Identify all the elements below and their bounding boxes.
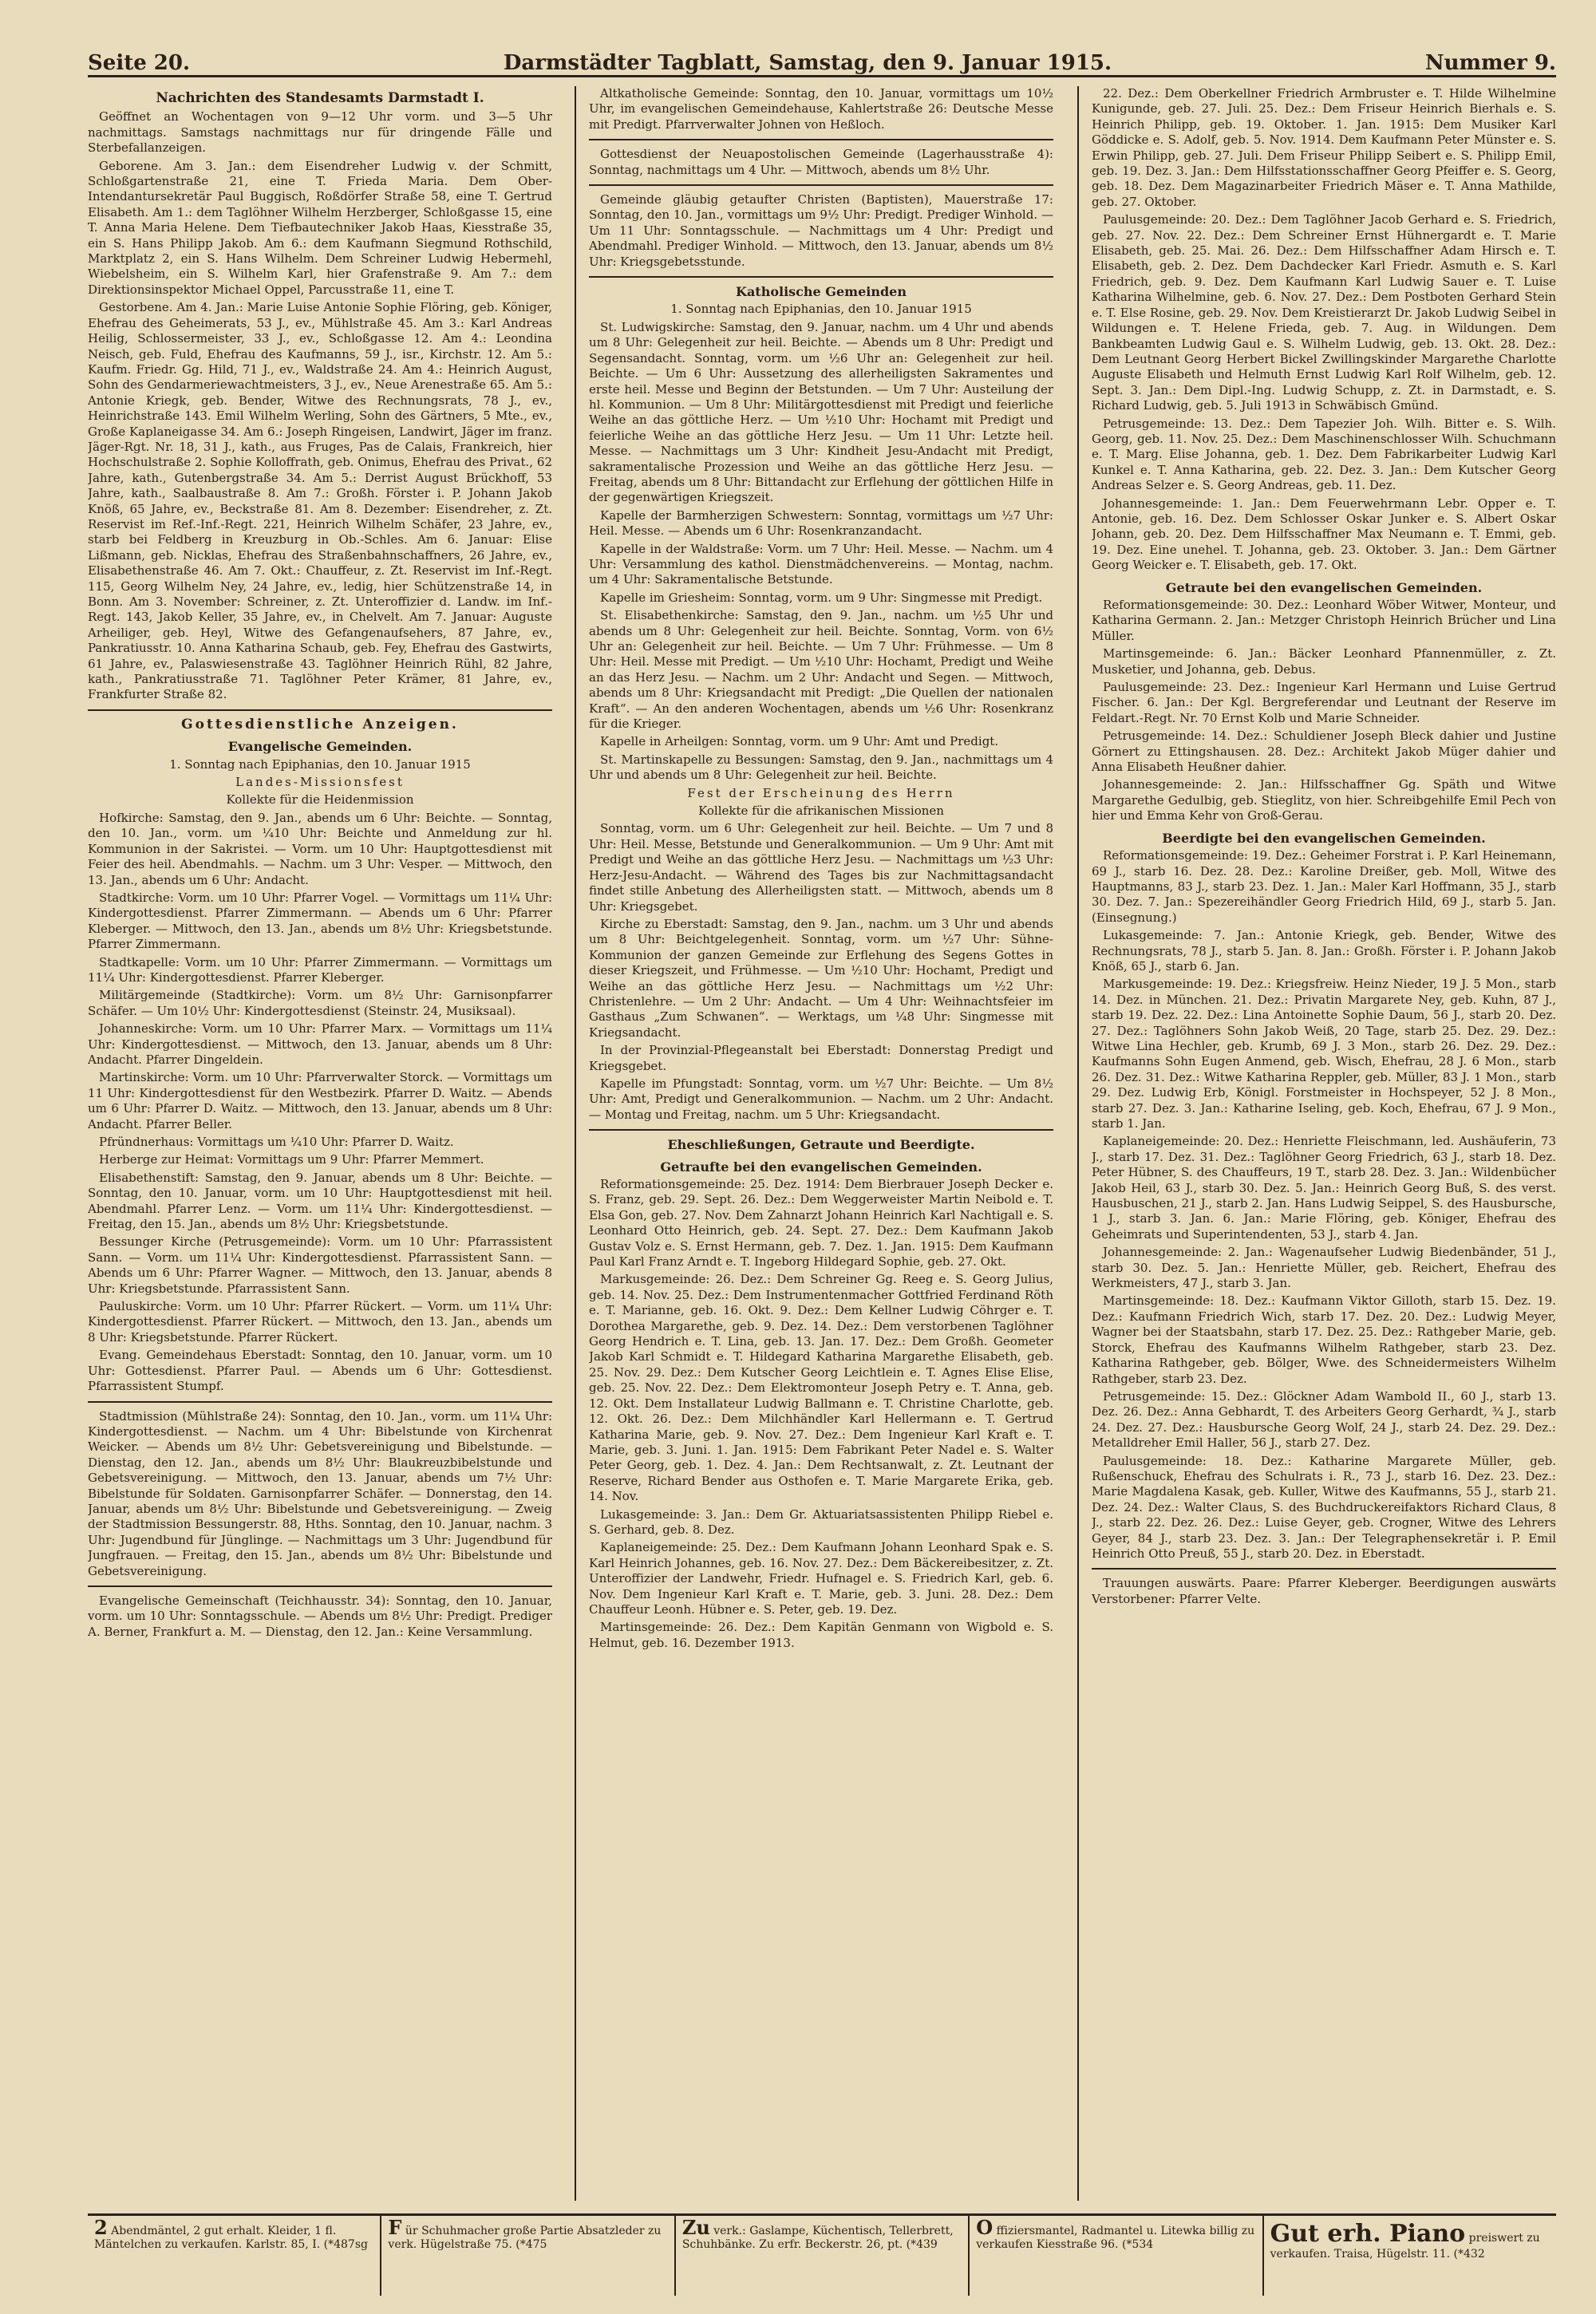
paragraph: Hofkirche: Samstag, den 9. Jan., abends um 6 Uhr: Beichte. — Sonntag, den 10. Jan., vorm. um ¼10 Uhr: Beichte und Anmeldung zur hl. Kommunion in der Sakristei. — Vorm. um 10 Uhr: Hauptgottesdienst mit Feier des heil. Abendmahls. — Nachm. um 3 Uhr: Vesper. — Mittwoch, den 13. Jan., abends um 6 Uhr: Andacht. <box>88 810 552 887</box>
fest-line: Fest der Erscheinung des Herrn <box>687 785 955 800</box>
ad-text: ffiziersmantel, Radmantel u. Litewka billig zu verkaufen Kiesstraße 96. (*534 <box>976 2225 1255 2251</box>
ad-initial: O <box>976 2216 994 2239</box>
paragraph: Johannesgemeinde: 1. Jan.: Dem Feuerwehrmann Lebr. Opper e. T. Antonie, geb. 16. Dez. Dem Schlosser Oskar Junker e. S. Albert Oskar Johann, geb. 20. Dez. Dem Hilfsschaffner Max Neumann e. T. Emmi, geb. 19. Dez. Eine unehel. T. Johanna, geb. 23. Oktober. 3. Jan.: Dem Gärtner Georg Weicker e. T. Elisabeth, geb. 17. Okt. <box>1092 496 1556 573</box>
paragraph: Reformationsgemeinde: 25. Dez. 1914: Dem Bierbrauer Joseph Decker e. S. Franz, geb. 29. Sept. 26. Dez.: Dem Weggerweister Martin Neibold e. T. Elsa Gon, geb. 27. Nov. Dem Zahnarzt Johann Heinrich Karl Nachtigall e. S. Leonhard Otto Heinrich, geb. 24. Sept. 27. Dez.: Dem Kaufmann Jakob Gustav Volz e. S. Ernst Hermann, geb. 7. Dez. 1. Jan. 1915: Dem Kaufmann Paul Karl Franz Arndt e. T. Ingeborg Hildegard Sophie, geb. 27. Okt. <box>589 1177 1053 1270</box>
kollekte-line: Kollekte für die afrikanischen Missionen <box>698 804 944 819</box>
paragraph: Petrusgemeinde: 15. Dez.: Glöckner Adam Wambold II., 60 J., starb 13. Dez. 26. Dez.: Anna Gebhardt, T. des Arbeiters Georg Gerhardt, ¾ J., starb 24. Dez. 27. Dez.: Hausbursche Georg Wolf, 24 J., starb 24. Dez. 29. Dez.: Metalldreher Emil Haller, 56 J., starb 27. Dez. <box>1092 1388 1556 1451</box>
paragraph: Kaplaneigemeinde: 20. Dez.: Henriette Fleischmann, led. Aushäuferin, 73 J., starb 17. Dez. 31. Dez.: Taglöhner Georg Friedrich, 63 J., starb 18. Dez. Peter Hübner, S. des Chauffeurs, 19 T., starb 28. Dez. 3. Jan.: Wildenbücher Jakob Heil, 63 J., starb 30. Dez. 5. Jan.: Heinrich Georg Buß, S. des verst. Hausbuschen, 21 J., starb 2. Jan. Hans Ludwig Seippel, S. des Hausbursche, 1 J., starb 3. Jan. 6. Jan.: Marie Flöring, geb. Königer, Ehefrau des Geheimrats und Superintendenten, 53 J., starb 4. Jan. <box>1092 1134 1556 1242</box>
paragraph: Reformationsgemeinde: 30. Dez.: Leonhard Wöber Witwer, Monteur, und Katharina Germann. 2. Jan.: Metzger Christoph Heinrich Brücher und Lina Müller. <box>1092 598 1556 643</box>
paragraph: Petrusgemeinde: 13. Dez.: Dem Tapezier Joh. Wilh. Bitter e. S. Wilh. Georg, geb. 11. Nov. 25. Dez.: Dem Maschinenschlosser Wilh. Schuchmann e. T. Marg. Elise Johanna, geb. 1. Dez. Dem Fabrikarbeiter Ludwig Karl Kunkel e. T. Anna Katharina, geb. 22. Dez. 3. Jan.: Dem Kutscher Georg Andreas Selzer e. S. Georg Andreas, geb. 11. Dez. <box>1092 416 1556 493</box>
paragraph: Johannesgemeinde: 2. Jan.: Wagenaufseher Ludwig Biedenbänder, 51 J., starb 30. Dez. 5. Jan.: Henriette Müller, geb. Reichert, Ehefrau des Werkmeisters, 47 J., starb 3. Jan. <box>1092 1245 1556 1291</box>
paragraph: Pauluskirche: Vorm. um 10 Uhr: Pfarrer Rückert. — Vorm. um 11¼ Uhr: Kindergottesdienst. Pfarrer Rückert. — Mittwoch, den 13. Jan., abends um 8 Uhr: Kriegsbetstunde. Pfarrer Rückert. <box>88 1299 552 1345</box>
column-rule <box>575 86 576 2201</box>
ad-initial: Gut erh. Piano <box>1270 2220 1466 2248</box>
subsection-title: Getraute bei den evangelischen Gemeinden. <box>1165 579 1483 595</box>
page-header <box>88 43 1556 77</box>
divider <box>589 276 1053 278</box>
classified-ad <box>88 2216 381 2296</box>
paragraph: Martinsgemeinde: 18. Dez.: Kaufmann Viktor Gilloth, starb 15. Dez. 19. Dez.: Kaufmann Friedrich Wich, starb 17. Dez. 20. Dez.: Ludwig Meyer, Wagner bei der Staatsbahn, starb 17. Dez. 25. Dez.: Rathgeber Marie, geb. Storck, Ehefrau des Kaufmanns Wilhelm Rathgeber, starb 23. Dez. Katharina Rathgeber, geb. Bölger, Wwe. des Schneidermeisters Wilhelm Rathgeber, starb 23. Dez. <box>1092 1293 1556 1386</box>
kollekte-line: Kollekte für die Heidenmission <box>226 792 414 808</box>
paragraph: Militärgemeinde (Stadtkirche): Vorm. um 8½ Uhr: Garnisonpfarrer Schäfer. — Um 10½ Uhr: Kindergottesdienst (Steinstr. 24, Musiksaal). <box>88 988 552 1018</box>
paragraph: Sonntag, vorm. um 6 Uhr: Gelegenheit zur heil. Beichte. — Um 7 und 8 Uhr: Heil. Messe, Betstunde und Generalkommunion. — Um 9 Uhr: Amt mit Predigt und Weihe an das göttliche Herz Jesu. — Nachmittags um ½3 Uhr: Herz-Jesu-Andacht. — Während des Tages bis zur Nachmittagsandacht findet stille Anbetung des Allerheiligsten statt. — Mittwoch, abends um 8 Uhr: Kriegsgebet. <box>589 821 1053 914</box>
divider <box>589 139 1053 140</box>
columns <box>88 86 1556 2201</box>
paragraph: Paulusgemeinde: 18. Dez.: Katharine Margarete Müller, geb. Rußenschuck, Ehefrau des Schulrats i. R., 73 J., starb 16. Dez. 23. Dez.: Marie Magdalena Kasak, geb. Kuller, Witwe des Kaufmanns, 55 J., starb 21. Dez. 24. Dez.: Walter Claus, S. des Buchdruckereifaktors Richard Claus, 8 J., starb 22. Dez. 26. Dez.: Luise Geyer, geb. Crogner, Witwe des Lehrers Geyer, 84 J., starb 23. Dez. 3. Jan.: Der Telegraphensekretär i. P. Emil Heinrich Otto Preuß, 55 J., starb 20. Dez. in Eberstadt. <box>1092 1453 1556 1561</box>
divider <box>589 184 1053 186</box>
paragraph: Paulusgemeinde: 23. Dez.: Ingenieur Karl Hermann und Luise Gertrud Fischer. 6. Jan.: Der Kgl. Bergreferendar und Leutnant der Reserve im Feldart.-Regt. Nr. 70 Ernst Kolb und Marie Schneider. <box>1092 680 1556 725</box>
classified-ads <box>88 2213 1556 2296</box>
paragraph: Johannesgemeinde: 2. Jan.: Hilfsschaffner Gg. Späth und Witwe Margarethe Gedulbig, geb. Stieglitz, von hier. Schreibgehilfe Emil Pech von hier und Emma Kehr von Groß-Gerau. <box>1092 777 1556 823</box>
paragraph: Kapelle im Pfungstadt: Sonntag, vorm. um ½7 Uhr: Beichte. — Um 8½ Uhr: Amt, Predigt und Generalkommunion. — Nachm. um 2 Uhr: Andacht. — Montag und Freitag, nachm. um 5 Uhr: Kriegsandacht. <box>589 1076 1053 1122</box>
paragraph: Gestorbene. Am 4. Jan.: Marie Luise Antonie Sophie Flöring, geb. Königer, Ehefrau des Geheimerats, 53 J., ev., Mühlstraße 45. Am 3.: Karl Andreas Heilig, Schlossermeister, 33 J., ev., Schloßgasse 12. Am 4.: Leondina Neisch, geb. Fuld, Ehefrau des Kaufmanns, 59 J., isr., Kirchstr. 12. Am 5.: Kaufm. Friedr. Gg. Hild, 71 J., ev., Waldstraße 24. Am 4.: Heinrich August, Sohn des Gendarmeriewachtmeisters, 3 J., ev., Neue Arenestraße 65. Am 5.: Antonie Kriegk, geb. Bender, Witwe des Rechnungsrats, 78 J., ev., Heinrichstraße 143. Emil Wilhelm Werling, Sohn des Gärtners, 5 Mte., ev., Große Kaplaneigasse 34. Am 6.: Joseph Ringeisen, Landwirt, Jäger im franz. Jäger-Rgt. Nr. 18, 31 J., kath., aus Fruges, Pas de Calais, Frankreich, hier Hochschulstraße 2. Sophie Kolloffrath, geb. Onimus, Ehefrau des Privat., 62 Jahre, kath., Gutenbergstraße 34. Am 5.: Derrist August Brückhoff, 53 Jahre, kath., Saalbaustraße 8. Am 7.: Großh. Förster i. P. Johann Jakob Knöß, 65 Jahre, ev., Beckstraße 81. Am 8. Dezember: Eisendreher, z. Zt. Reservist im Ref.-Inf.-Regt. 221, Heinrich Wilhelm Schäfer, 23 Jahre, ev., starb bei Feldberg in Kreuzburg in Ob.-Schles. Am 6. Januar: Elise Lißmann, geb. Nicklas, Ehefrau des Straßenbahnschaffners, 26 Jahre, ev., Elisabethenstraße 46. Am 7. Okt.: Chauffeur, z. Zt. Reservist im Inf.-Regt. 115, Georg Wilhelm Ney, 24 Jahre, ev., ledig, hier Schützenstraße 14, in Bonn. Am 3. November: Schreiner, z. Zt. Unteroffizier d. Landw. im Inf.-Regt. 143, Jakob Keller, 35 Jahre, ev., in Chelvelt. Am 7. Januar: Auguste Arheiliger, geb. Heyl, Witwe des Gefangenaufsehers, 87 Jahre, ev., Pankratiusstr. 10. Anna Katharina Schaub, geb. Fey, Ehefrau des Gastwirts, 61 Jahre, ev., Palaswiesenstraße 43. Taglöhner Heinrich Rühl, 82 Jahre, kath., Pankratiusstraße 71. Taglöhner Peter Krämer, 81 Jahre, ev., Frankfurter Straße 82. <box>88 300 552 702</box>
paragraph: Markusgemeinde: 19. Dez.: Kriegsfreiw. Heinz Nieder, 19 J. 5 Mon., starb 14. Dez. in München. 21. Dez.: Privatin Margarete Ney, geb. Kuhn, 87 J., starb 19. Dez. 22. Dez.: Lina Antoinette Sophie Daum, 56 J., starb 20. Dez. 27. Dez.: Taglöhners Sohn Jakob Weiß, 20 Tage, starb 25. Dez. 29. Dez.: Witwe Lina Hechler, geb. Krumb, 69 J. 3 Mon., starb 26. Dez. 29. Dez.: Kaufmanns Sohn Eugen Anmend, geb. Wisch, Ehefrau, 28 J. 6 Mon., starb 26. Dez. 31. Dez.: Witwe Katharina Reppler, geb. Müller, 83 J. 1 Mon., starb 29. Dez. Ludwig Erb, Königl. Forstmeister in Hochspeyer, 52 J. 8 Mon., starb 27. Dez. 3. Jan.: Katharine Iseling, geb. Koch, Ehefrau, 67 J. 9 Mon., starb 1. Jan. <box>1092 977 1556 1131</box>
paragraph: Markusgemeinde: 26. Dez.: Dem Schreiner Gg. Reeg e. S. Georg Julius, geb. 14. Nov. 25. Dez.: Dem Instrumentenmacher Gottfried Ferdinand Röth e. T. Marianne, geb. 16. Okt. 9. Dez.: Dem Kellner Ludwig Cöhrger e. T. Dorothea Margarethe, geb. 9. Dez. 14. Dez.: Dem verstorbenen Taglöhner Georg Hendrich e. T. Lina, geb. 13. Jan. 17. Dez.: Dem Großh. Geometer Jakob Karl Schmidt e. T. Hildegard Katharina Margarethe Elisabeth, geb. 25. Nov. 29. Dez.: Dem Kutscher Georg Leichtlein e. T. Agnes Elise Elise, geb. 25. Nov. 22. Dez.: Dem Elektromonteur Joseph Petry e. T. Anna, geb. 12. Okt. Dem Installateur Ludwig Ballmann e. T. Christine Charlotte, geb. 12. Okt. 26. Dez.: Dem Milchhändler Karl Hellermann e. T. Gertrud Katharina Marie, geb. 9. Nov. 27. Dez.: Dem Ingenieur Karl Kraft e. T. Marie, geb. 3. Juni. 1. Jan. 1915: Dem Fabrikant Peter Nadel e. S. Walter Peter Georg, geb. 1. Dez. 4. Jan.: Dem Rechtsanwalt, z. Zt. Leutnant der Reserve, Richard Bender aus Osthofen e. T. Marie Margarete Erika, geb. 14. Nov. <box>589 1272 1053 1504</box>
ad-initial: 2 <box>94 2216 108 2239</box>
paragraph: Lukasgemeinde: 7. Jan.: Antonie Kriegk, geb. Bender, Witwe des Rechnungsrats, 78 J., starb 5. Jan. 8. Jan.: Großh. Förster i. P. Johann Jakob Knöß, 65 J., starb 6. Jan. <box>1092 928 1556 973</box>
paragraph: Altkatholische Gemeinde: Sonntag, den 10. Januar, vormittags um 10½ Uhr, im evangelischen Gemeindehause, Kahlertstraße 26: Deutsche Messe mit Predigt. Pfarrverwalter Johnen von Heßloch. <box>589 86 1053 132</box>
column-3 <box>1092 86 1556 2201</box>
paragraph: Stadtmission (Mühlstraße 24): Sonntag, den 10. Jan., vorm. um 11¼ Uhr: Kindergottesdienst. — Nachm. um 4 Uhr: Bibelstunde von Kirchenrat Weicker. — Abends um 8½ Uhr: Gebetsvereinigung und Bibelstunde. — Dienstag, den 12. Jan., abends um 8½ Uhr: Blaukreuzbibelstunde und Gebetsvereinigung. — Mittwoch, den 13. Januar, abends um 7½ Uhr: Bibelstunde für Soldaten. Garnisonpfarrer Schäfer. — Donnerstag, den 14. Januar, abends um 8½ Uhr: Bibelstunde und Gebetsvereinigung. — Zweig der Stadtmission Bessungerstr. 88, Hths. Sonntag, den 10. Januar, nachm. 3 Uhr: Jugendbund für Jünglinge. — Nachmittags um 3 Uhr: Jugendbund für Jungfrauen. — Freitag, den 15. Jan., abends um 8½ Uhr: Bibelstunde und Gebetsvereinigung. <box>88 1408 552 1578</box>
page-number: Seite 20. <box>88 51 191 75</box>
paragraph: Geborene. Am 3. Jan.: dem Eisendreher Ludwig v. der Schmitt, Schloßgartenstraße 21, eine T. Frieda Maria. Dem Ober-Intendantursekretär Paul Buggisch, Roßdörfer Straße 58, eine T. Gertrud Elisabeth. Am 1.: dem Taglöhner Wilhelm Herzberger, Schloßgasse 15, eine T. Anna Maria Helene. Dem Tiefbautechniker Jakob Haas, Kiesstraße 35, ein S. Hans Philipp Jakob. Am 6.: dem Kaufmann Siegmund Rothschild, Marktplatz 2, ein S. Hans Wilhelm. Dem Schreiner Ludwig Hebermehl, Wiebelsheim, ein S. Wilhelm Karl, hier Grafenstraße 9. Am 7.: dem Direktionsinspektor Michael Oppel, Parcusstraße 11, eine T. <box>88 158 552 297</box>
paragraph: Stadtkirche: Vorm. um 10 Uhr: Pfarrer Vogel. — Vormittags um 11¼ Uhr: Kindergottesdienst. Pfarrer Zimmermann. — Abends um 6 Uhr: Pfarrer Kleberger. — Mittwoch, den 13. Jan., abends um 8½ Uhr: Kriegsbetstunde. Pfarrer Zimmermann. <box>88 890 552 952</box>
subsection-title: Evangelische Gemeinden. <box>227 739 413 755</box>
paragraph: St. Ludwigskirche: Samstag, den 9. Januar, nachm. um 4 Uhr und abends um 8 Uhr: Gelegenheit zur heil. Beichte. — Abends um 8 Uhr: Predigt und Segensandacht. Sonntag, vorm. um ½6 Uhr an: Gelegenheit zur heil. Beichte. — Um 6 Uhr: Aussetzung des allerheiligsten Sakramentes und erste heil. Messe und Beginn der Betstunden. — Um 7 Uhr: Austeilung der hl. Kommunion. — Um 8 Uhr: Militärgottesdienst mit Predigt und feierliche Weihe an das göttliche Herz. — Um ½10 Uhr: Hochamt mit Predigt und feierliche Weihe an das göttliche Herz Jesu. — Um 11 Uhr: Letzte heil. Messe. — Nachmittags um 3 Uhr: Kindheit Jesu-Andacht mit Predigt, sakramentalische Prozession und Weihe an das göttliche Herz Jesu. — Freitag, abends um 8 Uhr: Bittandacht zur Erflehung der göttlichen Hilfe in der gegenwärtigen Kriegszeit. <box>589 319 1053 505</box>
fest-line: Landes-Missionsfest <box>235 775 405 790</box>
section-title-gottesdienst: Gottesdienstliche Anzeigen. <box>181 716 459 733</box>
date-line: 1. Sonntag nach Epiphanias, den 10. Januar 1915 <box>670 302 972 317</box>
date-line: 1. Sonntag nach Epiphanias, den 10. Januar 1915 <box>169 756 471 772</box>
classified-ad <box>1264 2216 1556 2296</box>
paragraph: Martinskirche: Vorm. um 10 Uhr: Pfarrverwalter Storck. — Vormittags um 11 Uhr: Kindergottesdienst für den Westbezirk. Pfarrer D. Waitz. — Abends um 6 Uhr: Pfarrer D. Waitz. — Mittwoch, den 13. Januar, abends um 8 Uhr: Andacht. Pfarrer Beller. <box>88 1070 552 1131</box>
divider <box>589 1129 1053 1131</box>
ad-text: Abendmäntel, 2 gut erhalt. Kleider, 1 fl. Mäntelchen zu verkaufen. Karlstr. 85, I. (*487sg <box>94 2225 368 2251</box>
column-2 <box>589 86 1053 2201</box>
ad-text: preiswert zu verkaufen. Traisa, Hügelstr. 11. (*432 <box>1270 2232 1540 2261</box>
paragraph: St. Elisabethenkirche: Samstag, den 9. Jan., nachm. um ½5 Uhr und abends um 8 Uhr: Gelegenheit zur heil. Beichte. Sonntag, Vorm. von 6½ Uhr an: Gelegenheit zur heil. Beichte. — Um 7 Uhr: Frühmesse. — Um 8 Uhr: Heil. Messe mit Predigt. — Um ½10 Uhr: Hochamt, Predigt und Weihe an das Herz Jesu. — Nachm. um 2 Uhr: Andacht und Segen. — Mittwoch, abends um 8 Uhr: Kriegsandacht mit Predigt: „Die Quellen der nationalen Kraft“. — An den anderen Wochentagen, abends um ½6 Uhr: Rosenkranz für die Krieger. <box>589 608 1053 732</box>
paragraph: Kapelle in der Waldstraße: Vorm. um 7 Uhr: Heil. Messe. — Nachm. um 4 Uhr: Versammlung des kathol. Dienstmädchenvereins. — Montag, nachm. um 4 Uhr: Sakramentalische Betstunde. <box>589 541 1053 587</box>
paragraph: Geöffnet an Wochentagen von 9—12 Uhr vorm. und 3—5 Uhr nachmittags. Samstags nachmittags nur für dringende Fälle und Sterbefallanzeigen. <box>88 109 552 156</box>
ad-text: verk.: Gaslampe, Küchentisch, Tellerbrett, Schuhbänke. Zu erfr. Beckerstr. 26, pt. (*439 <box>681 2225 954 2251</box>
section-title-standesamt: Nachrichten des Standesamts Darmstadt I. <box>156 90 484 106</box>
paragraph: St. Martinskapelle zu Bessungen: Samstag, den 9. Jan., nachmittags um 4 Uhr und abends um 8 Uhr: Gelegenheit zur heil. Beichte. <box>589 752 1053 783</box>
subsection-title: Getraufte bei den evangelischen Gemeinden. <box>660 1159 982 1175</box>
paragraph: Elisabethenstift: Samstag, den 9. Januar, abends um 8 Uhr: Beichte. — Sonntag, den 10. Januar, vorm. um 10 Uhr: Hauptgottesdienst mit heil. Abendmahl. Pfarrer Lenz. — Vorm. um 11¼ Uhr: Kindergottesdienst. — Freitag, den 15. Jan., abends um 8½ Uhr: Kriegsbetstunde. <box>88 1170 552 1232</box>
ad-initial: Zu <box>681 2216 710 2239</box>
masthead: Darmstädter Tagblatt, Samstag, den 9. Januar 1915. <box>503 51 1112 75</box>
classified-ad <box>970 2216 1263 2296</box>
paragraph: Martinsgemeinde: 26. Dez.: Dem Kapitän Genmann von Wigbold e. S. Helmut, geb. 16. Dezember 1913. <box>589 1620 1053 1650</box>
paragraph: Gemeinde gläubig getaufter Christen (Baptisten), Mauerstraße 17: Sonntag, den 10. Jan., vormittags um 9½ Uhr: Predigt. Prediger Winhold. — Um 11 Uhr: Sonntagsschule. — Nachmittags um 4 Uhr: Predigt und Abendmahl. Prediger Winhold. — Mittwoch, den 13. Januar, abends um 8½ Uhr: Kriegsgebetsstunde. <box>589 192 1053 269</box>
paragraph: 22. Dez.: Dem Oberkellner Friedrich Armbruster e. T. Hilde Wilhelmine Kunigunde, geb. 27. Juli. 25. Dez.: Dem Friseur Heinrich Bierhals e. S. Heinrich Philipp, geb. 19. Oktober. 1. Jan. 1915: Dem Musiker Karl Göddicke e. S. Adolf, geb. 5. Nov. 1914. Dem Kaufmann Peter Münster e. S. Erwin Philipp, geb. 27. Juli. Dem Friseur Philipp Seibert e. S. Philipp Emil, geb. 19. Dez. 3. Jan.: Dem Hilfsstationsschaffner Georg Pfeiffer e. S. Georg, geb. 18. Dez. Dem Magazinarbeiter Friedrich Mäser e. T. Anna Mathilde, geb. 27. Oktober. <box>1092 86 1556 209</box>
paragraph: Kapelle der Barmherzigen Schwestern: Sonntag, vormittags um ½7 Uhr: Heil. Messe. — Abends um 6 Uhr: Rosenkranzandacht. <box>589 507 1053 539</box>
paragraph: Petrusgemeinde: 14. Dez.: Schuldiener Joseph Bleck dahier und Justine Görnert zu Ettingshausen. 28. Dez.: Architekt Jakob Müger dahier und Anna Elisabeth Heußner dahier. <box>1092 729 1556 775</box>
paragraph: Kaplaneigemeinde: 25. Dez.: Dem Kaufmann Johann Leonhard Spak e. S. Karl Heinrich Johannes, geb. 16. Nov. 27. Dez.: Dem Bäckereibesitzer, z. Zt. Unteroffizier der Landwehr, Friedr. Hufnagel e. S. Friedrich Karl, geb. 6. Nov. Dem Ingenieur Karl Kraft e. T. Marie, geb. 3. Juni. 28. Dez.: Dem Chauffeur Leonh. Hübner e. S. Peter, geb. 19. Dez. <box>589 1540 1053 1617</box>
subsection-title: Beerdigte bei den evangelischen Gemeinden. <box>1162 830 1486 846</box>
paragraph: Reformationsgemeinde: 19. Dez.: Geheimer Forstrat i. P. Karl Heinemann, 69 J., starb 16. Dez. 28. Dez.: Karoline Dreißer, geb. Moll, Witwe des Hauptmanns, 83 J., starb 23. Dez. 1. Jan.: Maler Karl Hoffmann, 35 J., starb 30. Dez. 7. Jan.: Spezereihändler Georg Friedrich Hild, 69 J., starb 5. Jan. (Einsegnung.) <box>1092 848 1556 925</box>
paragraph: Kapelle in Arheilgen: Sonntag, vorm. um 9 Uhr: Amt und Predigt. <box>600 734 999 749</box>
section-title-eheschliessungen: Eheschließungen, Getraute und Beerdigte. <box>667 1137 975 1153</box>
divider <box>88 709 552 711</box>
paragraph: Johanneskirche: Vorm. um 10 Uhr: Pfarrer Marx. — Vormittags um 11¼ Uhr: Kindergottesdienst. — Mittwoch, den 13. Januar, abends um 8 Uhr: Andacht. Pfarrer Dingeldein. <box>88 1021 552 1067</box>
issue-number: Nummer 9. <box>1424 51 1556 75</box>
column-1 <box>88 86 552 2201</box>
paragraph: Stadtkapelle: Vorm. um 10 Uhr: Pfarrer Zimmermann. — Vormittags um 11¼ Uhr: Kindergottesdienst. Pfarrer Kleberger. <box>88 954 552 985</box>
classified-ad <box>676 2216 970 2296</box>
divider <box>1092 1568 1556 1570</box>
paragraph: In der Provinzial-Pflegeanstalt bei Eberstadt: Donnerstag Predigt und Kriegsgebet. <box>589 1043 1053 1073</box>
subsection-title: Katholische Gemeinden <box>736 284 907 300</box>
paragraph: Trauungen auswärts. Paare: Pfarrer Kleberger. Beerdigungen auswärts Verstorbener: Pfarrer Velte. <box>1092 1576 1556 1606</box>
paragraph: Pfründnerhaus: Vormittags um ¼10 Uhr: Pfarrer D. Waitz. <box>99 1135 454 1149</box>
paragraph: Herberge zur Heimat: Vormittags um 9 Uhr: Pfarrer Memmert. <box>99 1152 484 1167</box>
paragraph: Martinsgemeinde: 6. Jan.: Bäcker Leonhard Pfannenmüller, z. Zt. Musketier, und Johanna, geb. Debus. <box>1092 646 1556 677</box>
paragraph: Gottesdienst der Neuapostolischen Gemeinde (Lagerhausstraße 4): Sonntag, nachmittags um 4 Uhr. — Mittwoch, abends um 8½ Uhr. <box>589 147 1053 177</box>
ad-text: ür Schuhmacher große Partie Absatzleder zu verk. Hügelstraße 75. (*475 <box>388 2225 662 2251</box>
paragraph: Paulusgemeinde: 20. Dez.: Dem Taglöhner Jacob Gerhard e. S. Friedrich, geb. 27. Nov. 22. Dez.: Dem Schreiner Ernst Hühnergardt e. T. Marie Elisabeth, geb. 25. Mai. 26. Dez.: Dem Hilfsschaffner Adam Hirsch e. T. Elisabeth, geb. 2. Dez. Dem Dachdecker Karl Friedr. Asmuth e. S. Karl Friedrich, geb. 9. Dez. Dem Kaufmann Karl Ludwig Sauer e. T. Luise Katharina Wilhelmine, geb. 6. Nov. 27. Dez.: Dem Postboten Gerhard Stein e. T. Else Rosine, geb. 29. Nov. Dem Kreistierarzt Dr. Jakob Ludwig Seibel in Wildungen e. T. Helene Frieda, geb. 7. Aug. in Wildungen. Dem Bankbeamten Ludwig Gaul e. S. Wilhelm Ludwig, geb. 13. Okt. 28. Dez.: Dem Leutnant Georg Herbert Bickel Zwillingskinder Margarethe Charlotte Auguste Elisabeth und Helmuth Ernst Ludwig Karl Rolf Wilhelm, geb. 12. Sept. 3. Jan.: Dem Dipl.-Ing. Ludwig Schupp, z. Zt. in Darmstadt, e. S. Richard Ludwig, geb. 5. Juli 1913 in Schwäbisch Gmünd. <box>1092 212 1556 413</box>
column-rule <box>1077 86 1079 2201</box>
paragraph: Lukasgemeinde: 3. Jan.: Dem Gr. Aktuariatsassistenten Philipp Riebel e. S. Gerhard, geb. 8. Dez. <box>589 1506 1053 1537</box>
ad-initial: F <box>388 2216 402 2239</box>
divider <box>88 1401 552 1403</box>
paragraph: Kapelle im Griesheim: Sonntag, vorm. um 9 Uhr: Singmesse mit Predigt. <box>600 590 1043 605</box>
paragraph: Kirche zu Eberstadt: Samstag, den 9. Jan., nachm. um 3 Uhr und abends um 8 Uhr: Beichtgelegenheit. Sonntag, vorm. um ½7 Uhr: Sühne-Kommunion der ganzen Gemeinde zur Erflehung des Segens Gottes in dieser Kriegszeit, und Frühmesse. — Um ½10 Uhr: Hochamt, Predigt und Weihe an das göttliche Herz Jesu. — Nachmittags um ½2 Uhr: Christenlehre. — Um 2 Uhr: Andacht. — Um 4 Uhr: Weihnachtsfeier im Gasthaus „Zum Schwanen“. — Werktags, um ¼8 Uhr: Singmesse mit Kriegsandacht. <box>589 916 1053 1040</box>
paragraph: Evang. Gemeindehaus Eberstadt: Sonntag, den 10. Januar, vorm. um 10 Uhr: Gottesdienst. Pfarrer Paul. — Abends um 6 Uhr: Gottesdienst. Pfarrassistent Stumpf. <box>88 1348 552 1394</box>
divider <box>88 1585 552 1587</box>
paragraph: Bessunger Kirche (Petrusgemeinde): Vorm. um 10 Uhr: Pfarrassistent Sann. — Vorm. um 11¼ Uhr: Kindergottesdienst. Pfarrassistent Sann. — Abends um 6 Uhr: Pfarrer Wagner. — Mittwoch, den 13. Januar, abends 8 Uhr: Kriegsbetstunde. Pfarrassistent Sann. <box>88 1234 552 1296</box>
paragraph: Evangelische Gemeinschaft (Teichhausstr. 34): Sonntag, den 10. Januar, vorm. um 10 Uhr: Sonntagsschule. — Abends um 8½ Uhr: Predigt. Prediger A. Berner, Frankfurt a. M. — Dienstag, den 12. Jan.: Keine Versammlung. <box>88 1593 552 1639</box>
classified-ad <box>381 2216 675 2296</box>
